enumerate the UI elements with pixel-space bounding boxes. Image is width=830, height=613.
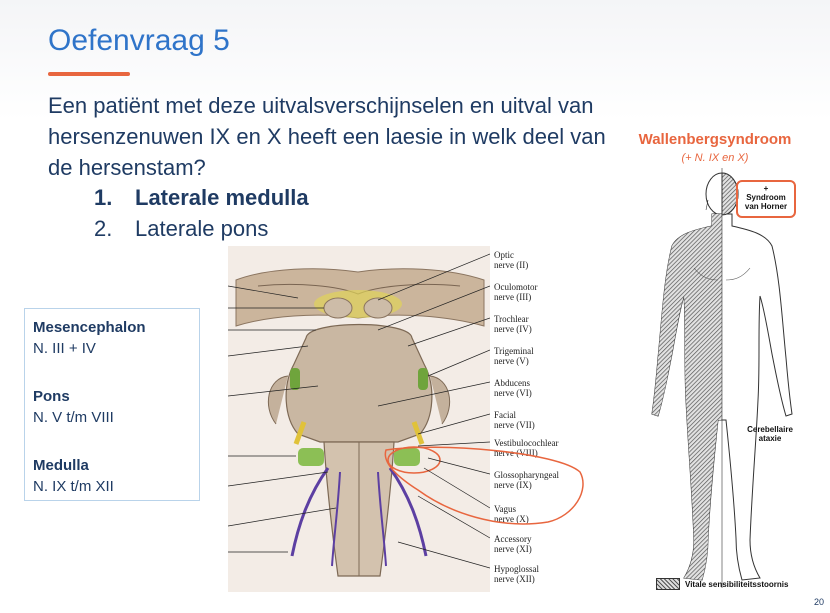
infobox-heading-mesencephalon: Mesencephalon <box>33 319 146 336</box>
nerve-label-number: nerve (IX) <box>494 480 532 490</box>
nerve-label-name: Vestibulocochlear <box>494 438 559 448</box>
nerve-label <box>494 250 528 270</box>
body-figure <box>642 168 802 596</box>
legend-hatch-swatch <box>656 578 680 590</box>
nerve-label-number: nerve (XII) <box>494 574 535 584</box>
answer-option-2[interactable] <box>94 213 309 244</box>
nerve-label-number: nerve (X) <box>494 514 529 524</box>
infobox-text-mesencephalon: N. III + IV <box>33 340 96 357</box>
infobox-text-medulla: N. IX t/m XII <box>33 478 114 495</box>
slide-title: Oefenvraag 5 <box>48 24 230 57</box>
nerve-label <box>494 564 539 584</box>
nerve-label <box>494 282 538 302</box>
cerebellar-ataxia-label <box>740 425 800 443</box>
nerve-label-name: Oculomotor <box>494 282 538 292</box>
answer-text: Laterale medulla <box>135 185 309 210</box>
nerve-label-name: Accessory <box>494 534 532 544</box>
question-text: Een patiënt met deze uitvalsverschijnselen en uitval van hersenzenuwen IX en X heeft een laesie in welk deel van de hersenstam? <box>48 93 606 180</box>
nerve-label-number: nerve (IV) <box>494 324 532 334</box>
nerve-label <box>494 378 532 398</box>
brainstem-illustration <box>228 246 588 592</box>
cerebellar-line2: ataxie <box>758 434 782 443</box>
nerve-label-name: Vagus <box>494 504 516 514</box>
nerve-label-number: nerve (II) <box>494 260 529 270</box>
answer-number: 2. <box>94 216 113 241</box>
nerve-label-number: nerve (VI) <box>494 388 532 398</box>
infobox-heading-medulla: Medulla <box>33 457 89 474</box>
answer-list <box>94 182 309 244</box>
syndrome-title: Wallenbergsyndroom <box>638 131 792 148</box>
nerve-label <box>494 314 532 334</box>
answer-option-1[interactable] <box>94 182 309 213</box>
nerve-label <box>494 410 535 430</box>
answer-number: 1. <box>94 185 113 210</box>
syndrome-subtitle: (+ N. IX en X) <box>681 152 749 164</box>
nerve-label-name: Optic <box>494 250 514 260</box>
horner-line1: Syndroom <box>746 193 786 202</box>
nerve-label-number: nerve (XI) <box>494 544 532 554</box>
nerve-label-number: nerve (V) <box>494 356 529 366</box>
title-underline <box>48 72 130 76</box>
nerve-label-number: nerve (III) <box>494 292 532 302</box>
nerve-label-name: Facial <box>494 410 516 420</box>
nerve-label <box>494 346 534 366</box>
horner-syndrome-box <box>736 180 796 218</box>
horner-line2: van Horner <box>744 202 788 211</box>
nerve-label-name: Trigeminal <box>494 346 534 356</box>
legend-text: Vitale sensibiliteitsstoornis <box>685 579 789 589</box>
ix-x-highlight-outline <box>378 442 588 542</box>
brainstem-nerves-infobox <box>24 308 200 501</box>
infobox-heading-pons: Pons <box>33 388 70 405</box>
page-number: 20 <box>813 597 824 607</box>
cerebellar-line1: Cerebellaire <box>747 425 793 434</box>
answer-text: Laterale pons <box>135 216 269 241</box>
nerve-label-name: Glossopharyngeal <box>494 470 559 480</box>
horner-plus: + <box>763 184 769 193</box>
nerve-label-name: Abducens <box>494 378 530 388</box>
nerve-label-name: Trochlear <box>494 314 529 324</box>
nerve-label-name: Hypoglossal <box>494 564 539 574</box>
infobox-text-pons: N. V t/m VIII <box>33 409 114 426</box>
legend <box>656 578 788 590</box>
nerve-label-number: nerve (VII) <box>494 420 535 430</box>
body-silhouette-svg <box>642 168 802 596</box>
nerve-label-number: nerve (VIII) <box>494 448 538 458</box>
